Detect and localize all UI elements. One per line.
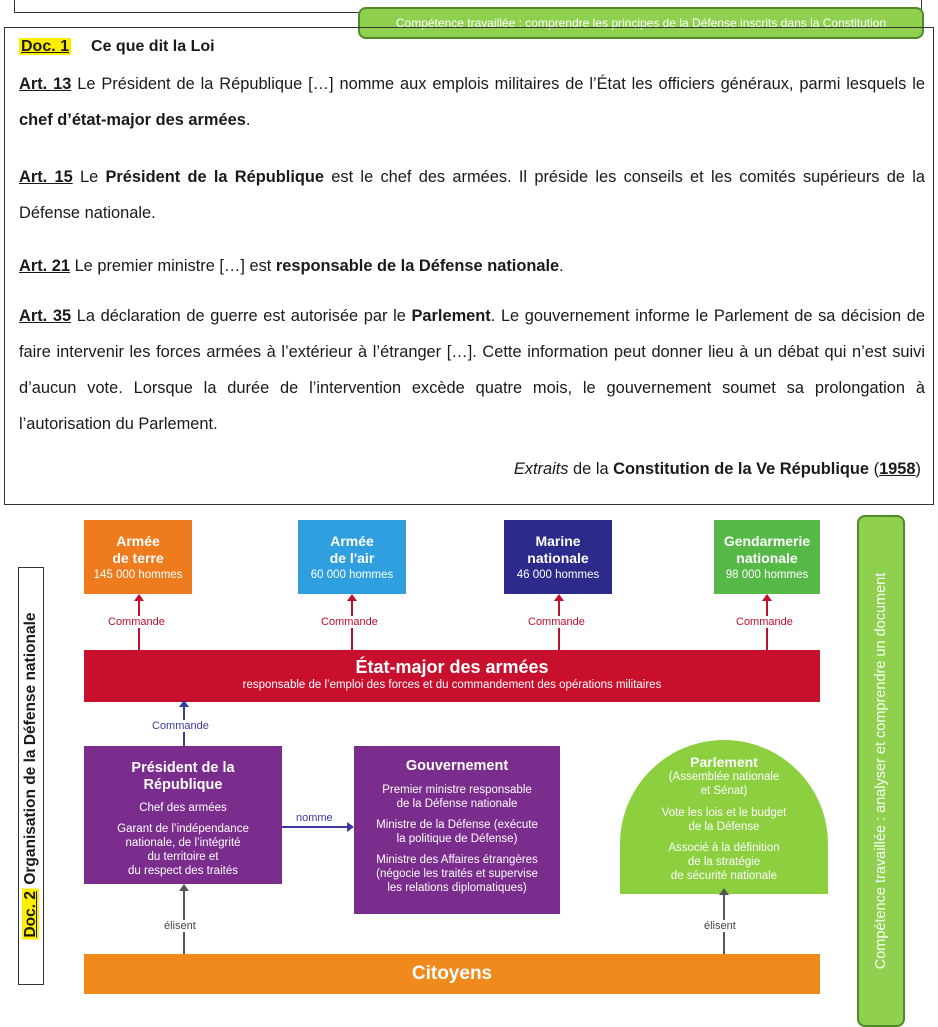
parlement-sub: (Assemblée nationale — [668, 771, 780, 783]
parlement-line: Vote les lois et le budget — [661, 807, 787, 819]
art15-text: Le — [72, 168, 106, 186]
president-title: République — [143, 777, 223, 793]
parlement-line: de sécurité nationale — [670, 870, 778, 882]
art35-end: . Le gouvernement informe le Parlement de sa décision de faire intervenir les forces armées à l’extérieur à l’étranger […]. Cette information peut donner lieu à un débat qui n’est suivi d’aucun vote. Lorsque la durée de l’intervention excède quatre mois, le gouvernement soumet sa prolongation à l’autorisation du Parlement. — [19, 307, 925, 433]
gouvernement-line: de la Défense nationale — [396, 798, 518, 810]
president-line: nationale, de l’intégrité — [125, 837, 241, 849]
commande-label: Commande — [152, 720, 209, 732]
etat-major-box — [84, 650, 820, 702]
etat-major-title: État-major des armées — [355, 657, 549, 677]
art35-bold: Parlement — [411, 307, 491, 325]
source-constitution: Constitution de la Ve République — [613, 460, 870, 478]
art21-text: Le premier ministre […] est — [70, 257, 276, 275]
gouvernement-line: Ministre de la Défense (exécute — [376, 819, 538, 831]
article-13 — [19, 66, 925, 138]
force-name: nationale — [527, 550, 589, 566]
art13-end: . — [245, 111, 251, 129]
art15-bold: Président de la République — [105, 168, 325, 186]
doc1-heading — [19, 38, 215, 56]
art15-end: est le chef des armées. Il préside les conseils et les comités supérieurs de la Défense nationale. — [19, 168, 925, 222]
source-extraits: Extraits — [513, 460, 569, 478]
gouvernement-title: Gouvernement — [405, 758, 509, 774]
doc1-title: Ce que dit la Loi — [91, 38, 215, 55]
parlement-sub: et Sénat) — [700, 785, 748, 797]
source-year: 1958 — [879, 460, 916, 478]
force-gendarmerie — [714, 520, 820, 594]
president-line: Garant de l’indépendance — [117, 823, 249, 835]
elisent-label: élisent — [704, 920, 736, 932]
force-marine — [504, 520, 612, 594]
article-35 — [19, 298, 925, 442]
article-15 — [19, 159, 925, 231]
force-name: Marine — [535, 533, 581, 549]
force-name: Armée — [330, 533, 374, 549]
force-name: Armée — [116, 533, 160, 549]
doc2-tag: Doc. 2 — [22, 890, 39, 938]
source-mid: de la — [568, 460, 614, 478]
force-armee-air — [298, 520, 406, 594]
doc2-label — [18, 567, 44, 985]
parlement-box — [620, 740, 828, 894]
commande-label: Commande — [528, 616, 585, 628]
citoyens-box: Citoyens — [84, 954, 820, 994]
art21-label: Art. 21 — [19, 257, 71, 275]
competence-banner-top: Compétence travaillée : comprendre les principes de la Défense inscrits dans la Constitution — [358, 7, 924, 39]
president-line: du respect des traités — [128, 865, 238, 877]
gouvernement-line: Ministre des Affaires étrangères — [376, 854, 538, 866]
force-count: 145 000 hommes — [93, 569, 183, 581]
doc2-title: Organisation de la Défense nationale — [22, 612, 39, 889]
president-box — [84, 746, 282, 884]
force-count: 60 000 hommes — [310, 569, 394, 581]
art13-text: Le Président de la République […] nomme aux emplois militaires de l’État les officiers généraux, parmi lesquels le — [71, 75, 926, 93]
parlement-line: de la stratégie — [687, 856, 761, 868]
force-name: de l'air — [329, 550, 375, 566]
art21-end: . — [559, 257, 564, 275]
etat-major-subtitle: responsable de l’emploi des forces et du commandement des opérations militaires — [242, 679, 662, 691]
president-title: Président de la — [131, 760, 235, 776]
force-count: 46 000 hommes — [516, 569, 600, 581]
art35-label: Art. 35 — [19, 307, 72, 325]
president-line: du territoire et — [147, 851, 219, 863]
gouvernement-line: la politique de Défense) — [396, 833, 518, 845]
art13-label: Art. 13 — [19, 75, 72, 93]
art15-label: Art. 15 — [19, 168, 73, 186]
source-citation — [514, 460, 921, 479]
force-name: de terre — [112, 550, 164, 566]
competence-banner-right — [857, 515, 905, 1027]
gouvernement-line: Premier ministre responsable — [382, 784, 532, 796]
article-21 — [19, 248, 925, 284]
doc1-box — [4, 27, 934, 505]
parlement-line: de la Défense — [688, 821, 760, 833]
gouvernement-box — [354, 746, 560, 914]
force-armee-terre — [84, 520, 192, 594]
force-name: Gendarmerie — [723, 533, 811, 549]
art21-bold: responsable de la Défense nationale — [275, 257, 560, 275]
elisent-label: élisent — [164, 920, 196, 932]
arrow-nomme — [282, 826, 348, 828]
parlement-title: Parlement — [690, 754, 758, 770]
doc1-tag: Doc. 1 — [21, 38, 70, 55]
gouvernement-line: les relations diplomatiques) — [387, 882, 527, 894]
right-banner-text: Compétence travaillée : analyser et comprendre un document — [873, 572, 889, 970]
parlement-line: Associé à la définition — [668, 842, 780, 854]
commande-label: Commande — [736, 616, 793, 628]
nomme-label: nomme — [296, 812, 333, 824]
force-name: nationale — [736, 550, 798, 566]
source-close: ) — [915, 460, 921, 478]
commande-label: Commande — [108, 616, 165, 628]
source-open: ( — [869, 460, 880, 478]
commande-label: Commande — [321, 616, 378, 628]
force-count: 98 000 hommes — [725, 569, 809, 581]
art35-text: La déclaration de guerre est autorisée par le — [71, 307, 412, 325]
defense-organization-diagram — [70, 512, 840, 1012]
gouvernement-line: (négocie les traités et supervise — [376, 868, 538, 880]
art13-bold: chef d’état-major des armées — [19, 111, 246, 129]
president-line: Chef des armées — [139, 802, 227, 814]
